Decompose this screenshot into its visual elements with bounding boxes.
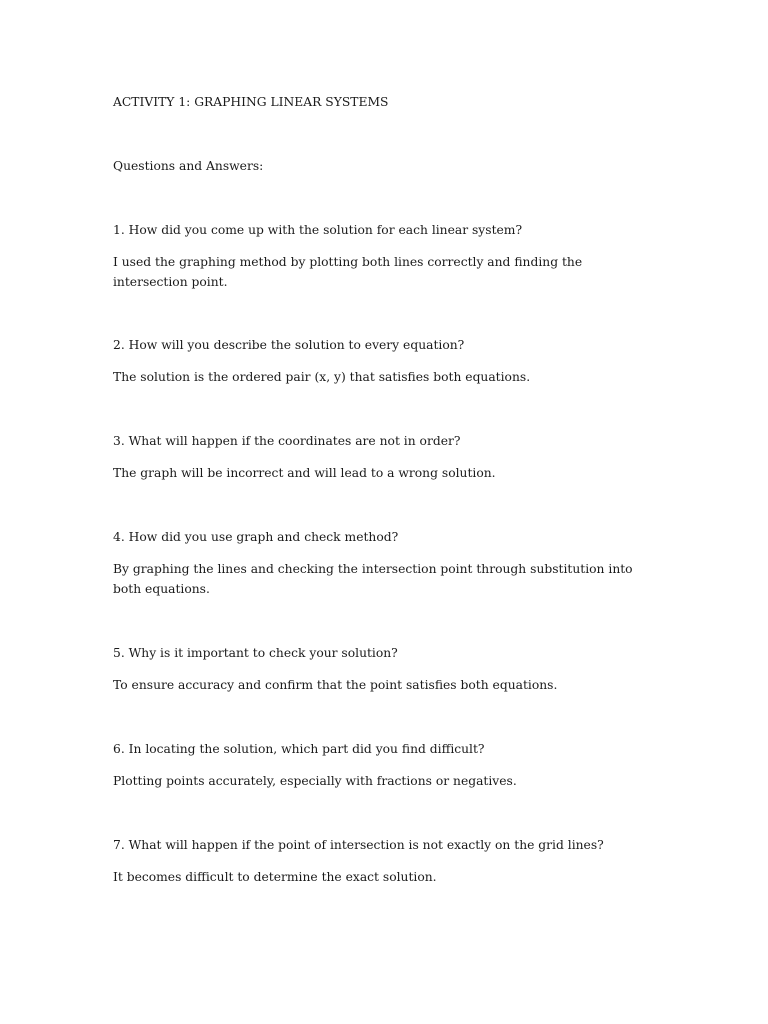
answer-3: The graph will be incorrect and will lead to a wrong solution. <box>113 466 496 480</box>
question-7: 7. What will happen if the point of intersection is not exactly on the grid lines? <box>113 838 604 852</box>
question-3: 3. What will happen if the coordinates are not in order? <box>113 434 461 448</box>
question-1: 1. How did you come up with the solution for each linear system? <box>113 223 523 237</box>
document-title: ACTIVITY 1: GRAPHING LINEAR SYSTEMS <box>113 95 389 109</box>
question-5: 5. Why is it important to check your solution? <box>113 646 398 660</box>
answer-7: It becomes difficult to determine the exact solution. <box>113 870 437 884</box>
answer-6: Plotting points accurately, especially with fractions or negatives. <box>113 774 517 788</box>
answer-2: The solution is the ordered pair (x, y) that satisfies both equations. <box>113 370 531 384</box>
question-4: 4. How did you use graph and check method? <box>113 530 399 544</box>
answer-1: I used the graphing method by plotting both lines correctly and finding the intersection point. <box>113 255 583 289</box>
answer-4: By graphing the lines and checking the intersection point through substitution into both equations. <box>113 562 633 596</box>
question-2: 2. How will you describe the solution to every equation? <box>113 338 465 352</box>
section-heading: Questions and Answers: <box>113 159 264 173</box>
question-6: 6. In locating the solution, which part did you find difficult? <box>113 742 485 756</box>
answer-5: To ensure accuracy and confirm that the point satisfies both equations. <box>113 678 558 692</box>
